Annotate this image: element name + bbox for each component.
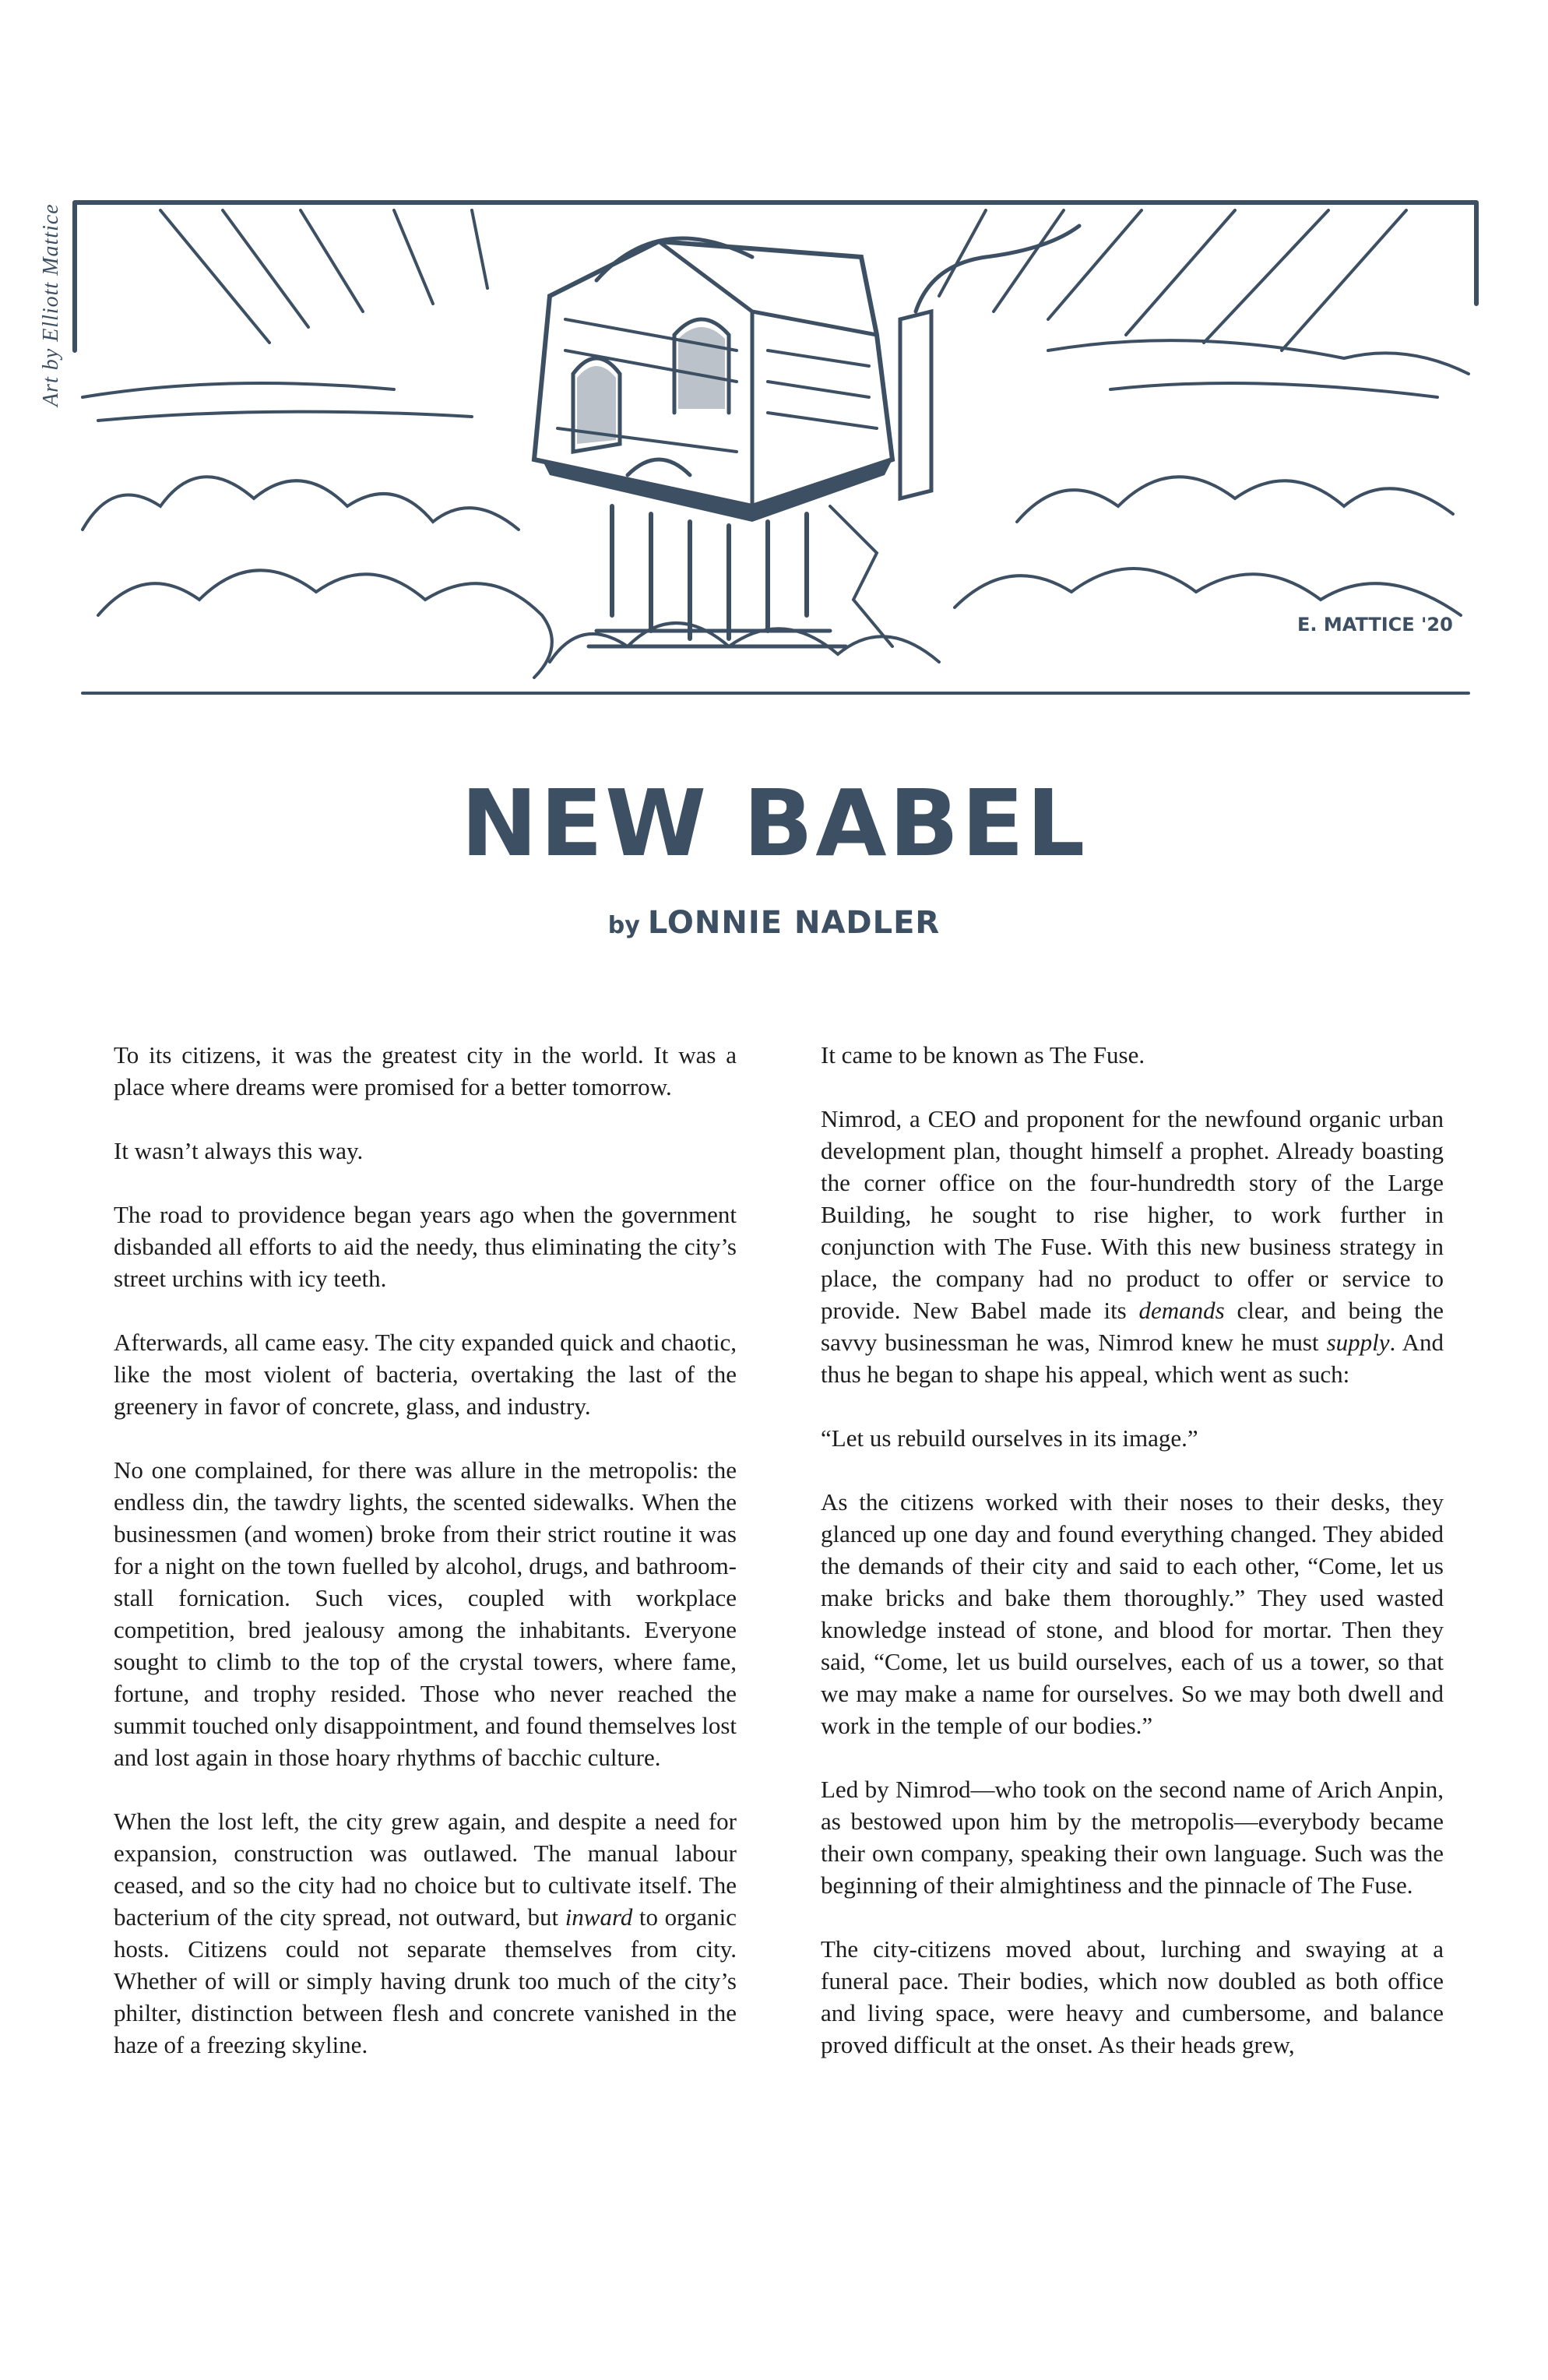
left-column — [114, 1039, 737, 2061]
author-name: LONNIE NADLER — [647, 905, 941, 941]
paragraph — [114, 1805, 737, 2061]
text-run: to organic hosts. Citizens could not separate themselves from city. Whether of will or simply having drunk too much of the city’s philter, distinction between flesh and concrete vanished in the haze of a freezing skyline. — [114, 1903, 737, 2058]
byline-prefix: by — [607, 912, 640, 939]
paragraph: “Let us rebuild ourselves in its image.” — [821, 1424, 1198, 1452]
paragraph: It wasn’t always this way. — [114, 1137, 364, 1164]
paragraph: Led by Nimrod—who took on the second name of Arich Anpin, as bestowed upon him by the metropolis—everybody became their own company, speaking their own language. Such was the beginning of their almightiness and the pinnacle of The Fuse. — [821, 1776, 1444, 1899]
paragraph: The road to providence began years ago when the government disbanded all efforts to aid the needy, thus eliminating the city’s street urchins with icy teeth. — [114, 1201, 737, 1292]
header-illustration — [67, 195, 1484, 709]
paragraph: The city-citizens moved about, lurching and swaying at a funeral pace. Their bodies, which now doubled as both office and living space, were heavy and cumbersome, and balance proved difficult at the onset. As their heads grew, — [821, 1935, 1444, 2058]
paragraph: As the citizens worked with their noses to their desks, they glanced up one day and found everything changed. They abided the demands of their city and said to each other, “Come, let us make bricks and bake them thoroughly.” They used wasted knowledge instead of stone, and blood for mortar. Then they said, “Come, let us build ourselves, each of us a tower, so that we may make a name for ourselves. So we may both dwell and work in the temple of our bodies.” — [821, 1488, 1444, 1739]
text-run: clear, and being the savvy businessman he was, Nimrod knew he must — [821, 1297, 1444, 1356]
right-column — [821, 1039, 1444, 2061]
text-run: When the lost left, the city grew again, and despite a need for expansion, construction was outlawed. The manual labour ceased, and so the city had no choice but to cultivate itself. The bacterium of the city spread, not outward, but — [114, 1808, 737, 1931]
paragraph: Afterwards, all came easy. The city expanded quick and chaotic, like the most violent of bacteria, overtaking the last of the greenery in favor of concrete, glass, and industry. — [114, 1329, 737, 1420]
emphasis: supply — [1326, 1329, 1390, 1356]
text-run: Nimrod, a CEO and proponent for the newfound organic urban development plan, thought himself a prophet. Already boasting the corner office on the four-hundredth story of the Large Building, he sought to rise higher, to work further in conjunction with The Fuse. With this new business strategy in place, the company had no product to offer or service to provide. New Babel made its — [821, 1105, 1444, 1324]
tower-in-clouds-illustration — [67, 195, 1484, 709]
text-run: . And thus he began to shape his appeal, which went as such: — [821, 1329, 1444, 1388]
artist-signature: E. MATTICE '20 — [1297, 614, 1453, 635]
byline — [0, 902, 1548, 950]
emphasis: inward — [565, 1903, 633, 1931]
paragraph — [821, 1103, 1444, 1390]
paragraph: To its citizens, it was the greatest city in the world. It was a place where dreams were promised for a better tomorrow. — [114, 1041, 737, 1100]
article-title: NEW BABEL — [460, 769, 1088, 877]
paragraph: No one complained, for there was allure in the metropolis: the endless din, the tawdry lights, the scented sidewalks. When the businessmen (and women) broke from their strict routine it was for a night on the town fuelled by alcohol, drugs, and bathroom-stall fornication. Such vices, coupled with workplace competition, bred jealousy among the inhabitants. Everyone sought to climb to the top of the crystal towers, where fame, fortune, and trophy resided. Those who never reached the summit touched only disappointment, and found themselves lost and lost again in those hoary rhythms of bacchic culture. — [114, 1456, 737, 1771]
paragraph: It came to be known as The Fuse. — [821, 1041, 1145, 1069]
art-credit: Art by Elliott Mattice — [39, 203, 63, 407]
emphasis: demands — [1138, 1297, 1225, 1324]
